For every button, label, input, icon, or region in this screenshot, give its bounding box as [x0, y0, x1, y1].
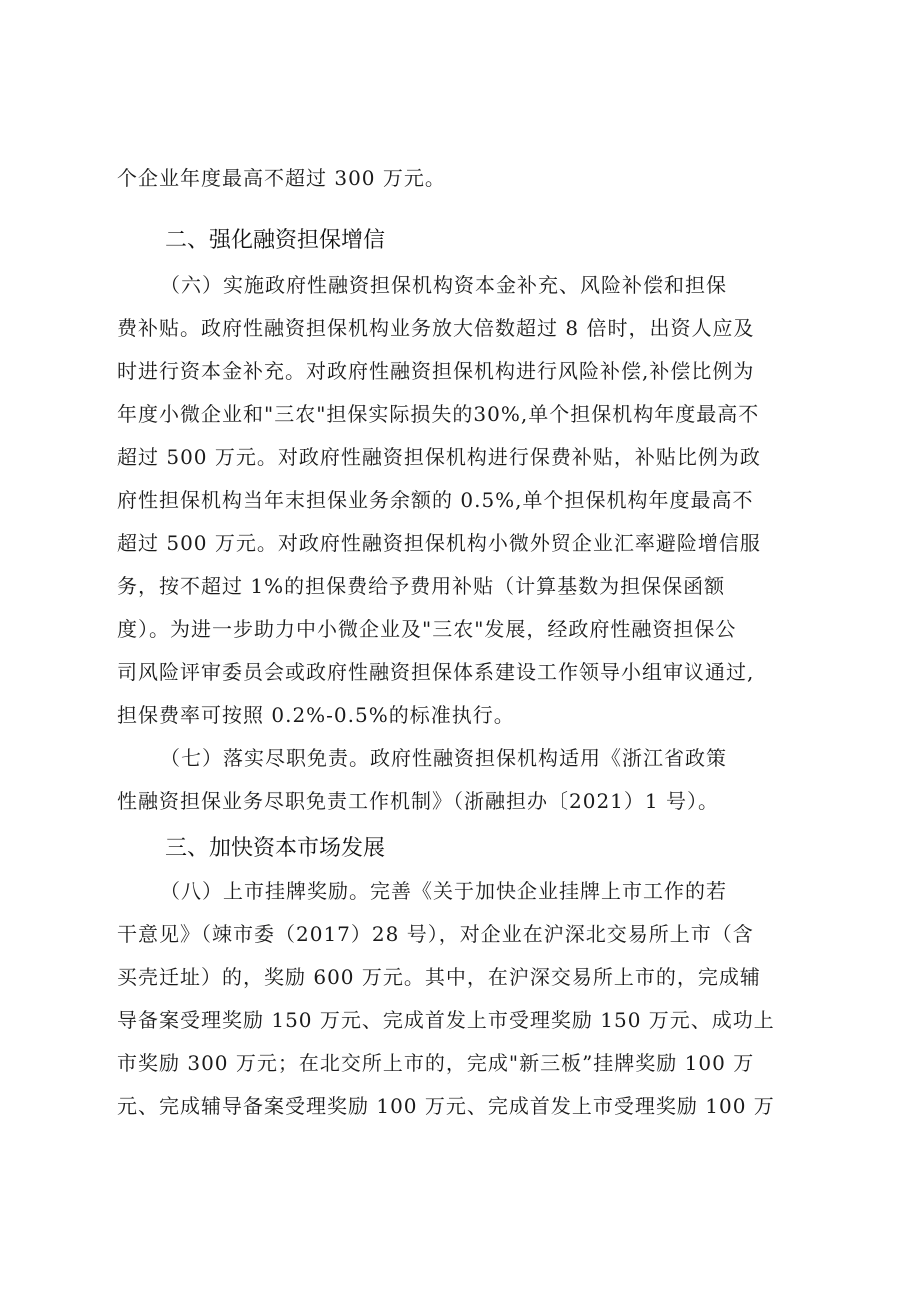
paragraph-line: 买壳迁址）的，奖励 600 万元。其中，在沪深交易所上市的，完成辅 [117, 965, 761, 989]
paragraph-line: 年度小微企业和"三农"担保实际损失的30%,单个担保机构年度最高不 [117, 402, 760, 426]
paragraph-line: 司风险评审委员会或政府性融资担保体系建设工作领导小组审议通过, [117, 660, 755, 684]
paragraph-line: 务，按不超过 1%的担保费给予费用补贴（计算基数为担保保函额 [117, 574, 726, 598]
paragraph-line: 时进行资本金补充。对政府性融资担保机构进行风险补偿,补偿比例为 [117, 359, 755, 383]
paragraph-line: 干意见》（竦市委（2017）28 号），对企业在沪深北交易所上市（含 [117, 922, 754, 946]
paragraph-line: 担保费率可按照 0.2%-0.5%的标准执行。 [117, 703, 515, 727]
paragraph-line: 费补贴。政府性融资担保机构业务放大倍数超过 8 倍时，出资人应及 [117, 316, 755, 340]
paragraph-line: 超过 500 万元。对政府性融资担保机构进行保费补贴，补贴比例为政 [117, 445, 761, 469]
paragraph-line: 市奖励 300 万元；在北交所上市的，完成"新三板”挂牌奖励 100 万 [117, 1051, 755, 1075]
paragraph-line: 性融资担保业务尽职免责工作机制》（浙融担办〔2021）1 号）。 [117, 789, 719, 813]
paragraph-line: 府性担保机构当年末担保业务余额的 0.5%,单个担保机构年度最高不 [117, 488, 754, 512]
paragraph-line: 度）。为进一步助力中小微企业及"三农"发展，经政府性融资担保公 [117, 617, 737, 641]
paragraph-line: （七）落实尽职免责。政府性融资担保机构适用《浙江省政策 [160, 746, 727, 770]
section-2-heading: 二、强化融资担保增信 [165, 228, 386, 253]
paragraph-line: （八）上市挂牌奖励。完善《关于加快企业挂牌上市工作的若 [160, 879, 727, 903]
intro-tail-line: 个企业年度最高不超过 300 万元。 [117, 166, 446, 190]
paragraph-line: 元、完成辅导备案受理奖励 100 万元、完成首发上市受理奖励 100 万 [117, 1094, 775, 1118]
paragraph-line: 超过 500 万元。对政府性融资担保机构小微外贸企业汇率避险增信服 [117, 531, 761, 555]
paragraph-line: （六）实施政府性融资担保机构资本金补充、风险补偿和担保 [160, 273, 727, 297]
paragraph-line: 导备案受理奖励 150 万元、完成首发上市受理奖励 150 万元、成功上 [117, 1008, 775, 1032]
section-3-heading: 三、加快资本市场发展 [165, 836, 386, 861]
